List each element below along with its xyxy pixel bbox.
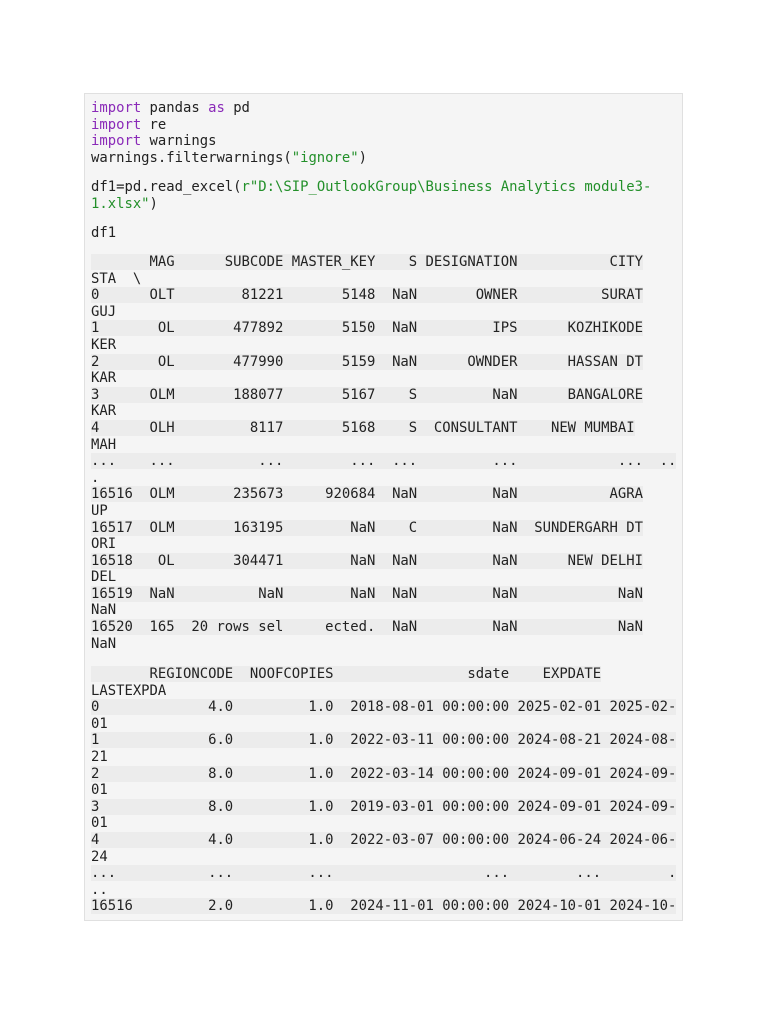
output-line: GUJ — [91, 303, 117, 320]
output-line: 1 OL 477892 5150 NaN IPS KOZHIKODE — [91, 320, 643, 337]
output-line: KAR — [91, 370, 117, 387]
keyword-as: as — [208, 100, 225, 116]
dataframe-output-part1 — [91, 254, 676, 652]
output-line: .. — [91, 881, 108, 898]
output-line: 16517 OLM 163195 NaN C NaN SUNDERGARH DT — [91, 519, 643, 536]
output-line: 01 — [91, 815, 108, 832]
output-line: 2 OL 477990 5159 NaN OWNDER HASSAN DT — [91, 353, 643, 370]
keyword-import: import — [91, 116, 142, 133]
output-line: LASTEXPDA — [91, 682, 167, 699]
code-text: warnings — [141, 133, 217, 150]
output-line: 16516 2.0 1.0 2024-11-01 00:00:00 2024-10-01 2024-10- — [91, 898, 677, 915]
output-line: UP — [91, 502, 108, 519]
string-literal: "ignore" — [291, 149, 359, 166]
output-line: 3 OLM 188077 5167 S NaN BANGALORE — [91, 386, 643, 403]
output-line: KER — [91, 336, 117, 353]
string-literal: r"D:\SIP_OutlookGroup\Business Analytics module3- — [241, 179, 652, 195]
output-line: NaN — [91, 635, 117, 652]
output-line: MAH — [91, 436, 117, 453]
code-text: pandas — [141, 100, 209, 116]
code-text: df1=pd.read_excel( — [91, 179, 242, 195]
output-line: REGIONCODE NOOFCOPIES sdate EXPDATE — [91, 666, 602, 682]
code-text: re — [141, 116, 167, 133]
output-line: 1 6.0 1.0 2022-03-11 00:00:00 2024-08-21 2024-08- — [91, 732, 677, 749]
code-text: warnings.filterwarnings( — [91, 149, 292, 166]
output-line: 2 8.0 1.0 2022-03-14 00:00:00 2024-09-01 2024-09- — [91, 765, 677, 782]
output-line: 4 4.0 1.0 2022-03-07 00:00:00 2024-06-24 2024-06- — [91, 831, 677, 848]
output-line: 01 — [91, 715, 108, 732]
output-line: 16519 NaN NaN NaN NaN NaN NaN — [91, 585, 643, 602]
code-block-imports[interactable] — [91, 100, 367, 166]
output-line: 0 4.0 1.0 2018-08-01 00:00:00 2025-02-01 2025-02- — [91, 699, 677, 716]
output-line: 0 OLT 81221 5148 NaN OWNER SURAT — [91, 287, 643, 304]
output-line: DEL — [91, 569, 117, 586]
output-line: . — [91, 469, 100, 486]
dataframe-output-part2 — [91, 666, 676, 915]
output-line: STA \ — [91, 270, 142, 287]
output-line: 4 OLH 8117 5168 S CONSULTANT NEW MUMBAI — [91, 419, 635, 436]
output-line: KAR — [91, 403, 117, 420]
output-line: 3 8.0 1.0 2019-03-01 00:00:00 2024-09-01 2024-09- — [91, 798, 677, 815]
code-text: pd — [224, 100, 250, 116]
output-line: ORI — [91, 536, 117, 553]
output-line: 16518 OL 304471 NaN NaN NaN NEW DELHI — [91, 552, 643, 569]
code-text: ) — [149, 195, 158, 212]
code-block-df1[interactable] — [91, 225, 116, 242]
output-line: 24 — [91, 848, 108, 865]
output-line: ... ... ... ... ... ... ... .. — [91, 453, 677, 470]
keyword-import: import — [91, 133, 142, 150]
code-text: df1 — [91, 225, 117, 241]
keyword-import: import — [91, 100, 142, 116]
output-line: MAG SUBCODE MASTER_KEY S DESIGNATION CITY — [91, 254, 643, 270]
code-block-read-excel[interactable] — [91, 179, 651, 212]
output-line: 01 — [91, 782, 108, 799]
output-line: ... ... ... ... ... . — [91, 865, 677, 882]
output-line: 16520 165 20 rows sel ected. NaN NaN NaN — [91, 619, 643, 636]
notebook-cell — [84, 93, 683, 921]
string-literal: 1.xlsx" — [91, 195, 150, 212]
code-text: ) — [358, 149, 367, 166]
output-line: 16516 OLM 235673 920684 NaN NaN AGRA — [91, 486, 643, 503]
output-line: NaN — [91, 602, 117, 619]
output-line: 21 — [91, 748, 108, 765]
